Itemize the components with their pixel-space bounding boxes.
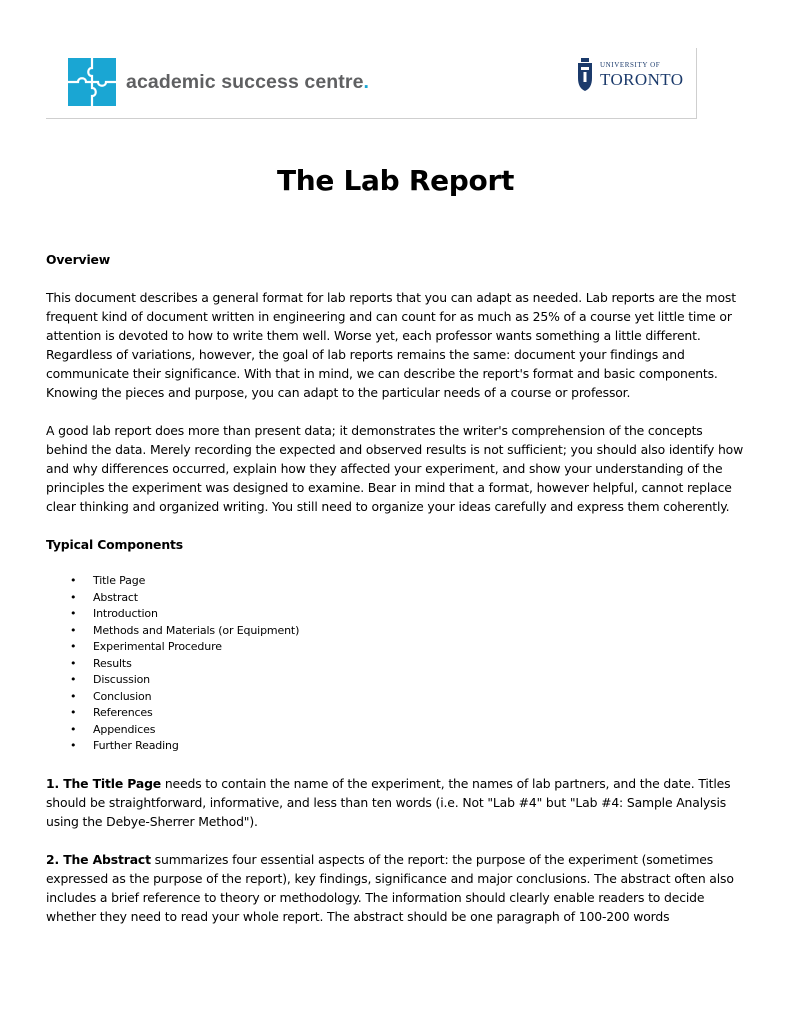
overview-paragraph-2: A good lab report does more than present data; it demonstrates the writer's comprehension of the concepts behind the data. Merely recording the expected and observed results is not sufficient; you should also identify how and why differences occurred, explain how they affected your experiment, and show your understanding of the principles the experiment was designed to examine. Bear in mind that a format, however helpful, cannot replace clear thinking and organized writing. You still need to organize your ideas carefully and express them coherently.	[46, 423, 744, 514]
puzzle-icon	[68, 58, 116, 106]
list-item: • Abstract	[46, 590, 746, 607]
title-page-lead: 1. The Title Page	[46, 775, 162, 791]
overview-heading: Overview	[46, 252, 111, 267]
header-divider	[696, 48, 697, 118]
abstract-paragraph	[46, 850, 746, 926]
org-name: academic success centre.	[126, 70, 370, 93]
university-name: TORONTO	[600, 70, 684, 89]
list-item: • Conclusion	[46, 689, 746, 706]
list-item: • References	[46, 705, 746, 722]
list-item: • Methods and Materials (or Equipment)	[46, 623, 746, 640]
list-item: • Experimental Procedure	[46, 639, 746, 656]
page-title: The Lab Report	[276, 164, 515, 197]
list-item: • Title Page	[46, 573, 746, 590]
overview-paragraph-1: This document describes a general format for lab reports that you can adapt as needed. Lab reports are the most frequent kind of document written in engineering and can count for as much as 25% of a course yet little time or attention is devoted to how to write them well. Worse yet, each professor wants something a little different. Regardless of variations, however, the goal of lab reports remains the same: document your findings and communicate their significance. With that in mind, we can describe the report's format and basic components. Knowing the pieces and purpose, you can adapt to the particular needs of a course or professor.	[46, 290, 736, 400]
abstract-lead: 2. The Abstract	[46, 851, 151, 867]
university-label: UNIVERSITY OF	[600, 61, 661, 69]
list-item: • Discussion	[46, 672, 746, 689]
document-body	[46, 250, 746, 926]
crest-icon	[576, 58, 594, 92]
academic-success-centre-logo	[68, 58, 369, 106]
page-header	[46, 48, 697, 119]
title-page-text: needs to contain the name of the experiment, the names of lab partners, and the date. Titles should be straightforward, informative, and less than ten words (i.e. Not "Lab #4" but "Lab #4: Sample Analysis using the Debye-Sherrer Method").	[46, 775, 731, 829]
university-of-toronto-logo	[576, 58, 683, 92]
list-item: • Introduction	[46, 606, 746, 623]
abstract-text: summarizes four essential aspects of the report: the purpose of the experiment (sometimes expressed as the purpose of the report), key findings, significance and major conclusions. The abstract often also includes a brief reference to theory or methodology. The information should clearly enable readers to decide whether they need to read your whole report. The abstract should be one paragraph of 100-200 words	[46, 851, 734, 924]
title-page-paragraph	[46, 774, 746, 831]
components-heading: Typical Components	[46, 537, 183, 552]
components-list	[46, 573, 746, 755]
list-item: • Results	[46, 656, 746, 673]
list-item: • Further Reading	[46, 738, 746, 755]
list-item: • Appendices	[46, 722, 746, 739]
